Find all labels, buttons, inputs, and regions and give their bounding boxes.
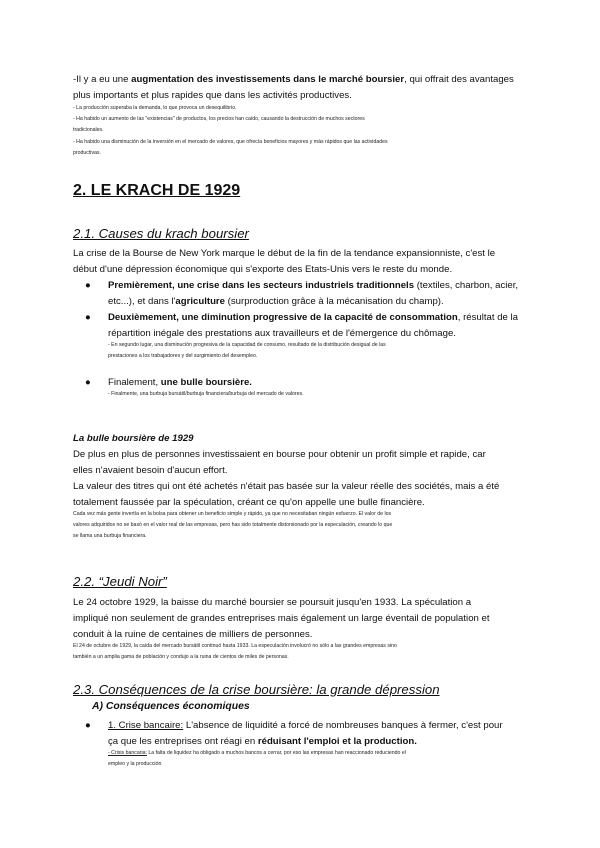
bullet-translation: prestaciones a los trabajadores y del surgimiento del desempleo. bbox=[108, 353, 258, 359]
translation-line: también a un amplia gama de población y condujo a la ruina de cientos de miles de personas. bbox=[73, 654, 289, 660]
subsection-title-2-1: 2.1. Causes du krach boursier bbox=[73, 226, 249, 241]
paragraph-line: elles n'avaient besoin d'aucun effort. bbox=[73, 465, 228, 476]
translation-line: El 24 de octubre de 1929, la caída del mercado bursátil continuó hasta 1933. La especulación involucró no sólo a las grandes empresas sino bbox=[73, 643, 397, 649]
intro-line-1: -Il y a eu une augmentation des investissements dans le marché boursier, qui offrait des avantages bbox=[73, 74, 514, 85]
paragraph-line: La valeur des titres qui ont été achetés n'était pas basée sur la valeur réelle des sociétés, mais a été bbox=[73, 481, 500, 492]
bullet-item-1: Premièrement, une crise dans les secteurs industriels traditionnels (textiles, charbon, acier, bbox=[108, 280, 519, 291]
subsection-title-2-2: 2.2. “Jeudi Noir” bbox=[73, 574, 167, 589]
bullet-item-3: Finalement, une bulle boursière. bbox=[108, 377, 252, 388]
bullet-item-banking-cont: ça que les entreprises ont réagi en réduisant l'emploi et la production. bbox=[108, 736, 417, 747]
paragraph-line: début d'une dépression économique qui s'exporte des Etats-Unis vers le reste du monde. bbox=[73, 264, 453, 275]
paragraph-line: impliqué non seulement de grandes entreprises mais également un large éventail de population et bbox=[73, 613, 490, 624]
intro-translation-1: - La producción superaba la demanda, lo que provoca un desequilibrio. bbox=[73, 105, 237, 111]
translation-line: Cada vez más gente invertía en la bolsa para obtener un beneficio simple y rápido, ya que no necesitaban ningún esfuerzo. El valor de los bbox=[73, 511, 392, 517]
intro-line-2: plus importants et plus rapides que dans les activités productives. bbox=[73, 90, 352, 101]
bullet-item-banking: 1. Crise bancaire: L'absence de liquidité a forcé de nombreuses banques à fermer, c'est pour bbox=[108, 720, 503, 731]
intro-translation-3: - Ha habido una disminución de la inversión en el mercado de valores, que ofrecía beneficios mayores y más rápidos que las actividades bbox=[73, 139, 388, 145]
intro-translation-2b: tradicionales. bbox=[73, 127, 104, 133]
bullet-item-2-cont: répartition inégale des prestations aux travailleurs et de l'émergence du chômage. bbox=[108, 328, 456, 339]
bullet-icon: ● bbox=[85, 280, 91, 291]
bubble-heading: La bulle boursière de 1929 bbox=[73, 433, 194, 444]
subsection-title-2-3: 2.3. Conséquences de la crise boursière: la grande dépression bbox=[73, 682, 440, 697]
paragraph-line: De plus en plus de personnes investissaient en bourse pour obtenir un profit simple et rapide, car bbox=[73, 449, 486, 460]
bullet-icon: ● bbox=[85, 312, 91, 323]
paragraph-line: La crise de la Bourse de New York marque le début de la fin de la tendance expansionniste, c'est le bbox=[73, 248, 496, 259]
bullet-icon: ● bbox=[85, 720, 91, 731]
bullet-item-2: Deuxièmement, une diminution progressive de la capacité de consommation, résultat de la bbox=[108, 312, 518, 323]
intro-translation-3b: productivas. bbox=[73, 150, 101, 156]
translation-line: se llama una burbuja financiera. bbox=[73, 533, 147, 539]
section-title: 2. LE KRACH DE 1929 bbox=[73, 182, 241, 199]
intro-translation-2: - Ha habido un aumento de las "existencias" de productos, los precios han caído, causando la destrucción de muchos sectores bbox=[73, 116, 365, 122]
bullet-item-1-cont: etc...), et dans l'agriculture (surproduction grâce à la mécanisation du champ). bbox=[108, 296, 444, 307]
paragraph-line: conduit à la ruine de centaines de milliers de personnes. bbox=[73, 629, 313, 640]
paragraph-line: Le 24 octobre 1929, la baisse du marché boursier se poursuit jusqu'en 1933. La spéculation a bbox=[73, 597, 472, 608]
bullet-translation: - Finalmente, una burbuja bursátil/burbuja financiera/burbuja del mercado de valores. bbox=[108, 391, 304, 397]
translation-line: valores adquiridos no se basó en el valor real de las empresas, pero has sido totalmente distorsionado por la especulación, creando lo que bbox=[73, 522, 393, 528]
bullet-translation: empleo y la producción bbox=[108, 761, 162, 767]
bullet-translation: - En segundo lugar, una disminución progresiva de la capacidad de consumo, resultado de la distribución desigual de las bbox=[108, 342, 386, 348]
subheading-economic: A) Conséquences économiques bbox=[92, 701, 250, 712]
bullet-translation: - Crisis bancaria: La falta de liquidez ha obligado a muchos bancos a cerrar, por eso las empresas han reaccionado reduciendo el bbox=[108, 750, 406, 756]
paragraph-line: totalement faussée par la spéculation, créant ce qu'on appelle une bulle financière. bbox=[73, 497, 425, 508]
bullet-icon: ● bbox=[85, 377, 91, 388]
